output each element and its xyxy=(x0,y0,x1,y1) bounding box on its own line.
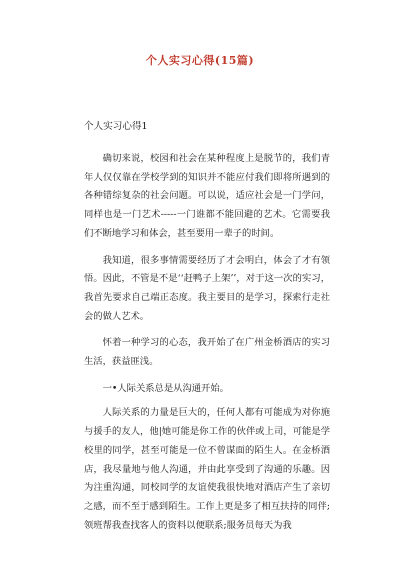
list-heading: 一•人际关系总是从沟通开始。 xyxy=(102,382,229,394)
paragraph: 人际关系的力量是巨大的，任何人都有可能成为对你施与援手的友人，他|她可能是你工作的伙伴或上司，可能是学校里的同学，甚至可能是一位不曾谋面的陌生人。在金桥酒店，我尽量地与他人沟通，并由此享受到了沟通的乐趣。因为注重沟通，同校同学的友谊使我很快地对酒店产生了亲切之感，而不至于感到陌生。工作上更是多了相互扶持的同伴;领班帮我查找客人的资料以便联系;服务员每天为我 xyxy=(84,407,330,531)
paragraph: 确切来说，校园和社会在某种程度上是脱节的，我们青年人仅仅靠在学校学到的知识并不能应付我们即将所遇到的各种错综复杂的社会问题。可以说，适应社会是一门学问，同样也是一门艺术-----一门谁都不能回避的艺术。它需要我们不断地学习和体会，甚至要用一辈子的时间。 xyxy=(84,153,330,239)
paragraph: 怀着一种学习的心态，我开始了在广州金桥酒店的实习生活，获益匪浅。 xyxy=(84,337,330,368)
document-title: 个人实习心得(15篇) xyxy=(145,54,255,67)
document-body xyxy=(84,150,330,543)
paragraph: 我知道，很多事情需要经历了才会明白，体会了才有领悟。因此，不管是不是‘‘赶鸭子上架’’，对于这一次的实习，我首先要求自己端正态度。我主要目的是学习，探索行走社会的做人艺术。 xyxy=(84,254,330,322)
section-heading: 个人实习心得1 xyxy=(84,121,148,132)
